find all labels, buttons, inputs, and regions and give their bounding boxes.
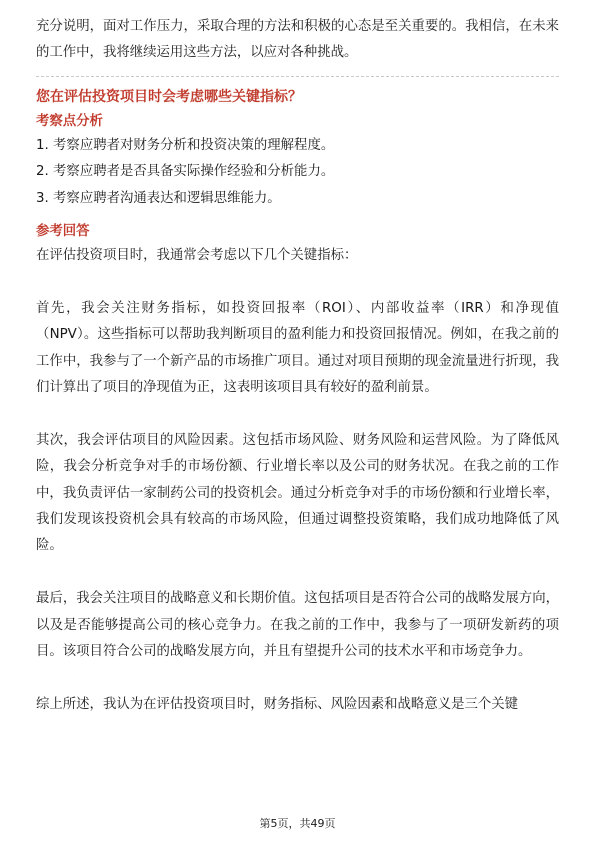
- answer-lead: 在评估投资项目时，我通常会考虑以下几个关键指标：: [36, 248, 358, 264]
- answer-paragraph-2: 其次，我会评估项目的风险因素。这包括市场风险、财务风险和运营风险。为了降低风险，我会分析竞争对手的市场份额、行业增长率以及公司的财务状况。在我之前的工作中，我负责评估一家制药公司的投资机会。通过分析竞争对手的市场份额和行业增长率，我们发现该投资机会具有较高的市场风险，但通过调整投资策略，我们成功地降低了风险。: [36, 432, 559, 554]
- section-divider: [36, 76, 559, 77]
- analysis-title: 考察点分析: [36, 113, 103, 129]
- paragraph-spacer: [36, 401, 559, 427]
- analysis-point: 2. 考察应聘者是否具备实际操作经验和分析能力。: [36, 164, 335, 180]
- analysis-point: 3. 考察应聘者沟通表达和逻辑思维能力。: [36, 190, 281, 206]
- paragraph-spacer: [36, 560, 559, 586]
- intro-paragraph: 充分说明，面对工作压力，采取合理的方法和积极的心态是至关重要的。我相信，在未来的工作中，我将继续运用这些方法，以应对各种挑战。: [36, 19, 559, 61]
- page-footer: 第5页，共49页: [259, 817, 336, 830]
- analysis-points: [36, 133, 559, 212]
- paragraph-spacer: [36, 665, 559, 691]
- document-page: [36, 14, 559, 718]
- answer-title: 参考回答: [36, 224, 90, 240]
- analysis-point: 1. 考察应聘者对财务分析和投资决策的理解程度。: [36, 137, 335, 153]
- answer-paragraph-1: 首先，我会关注财务指标，如投资回报率（ROI）、内部收益率（IRR）和净现值（NPV）。这些指标可以帮助我判断项目的盈利能力和投资回报情况。例如，在我之前的工作中，我参与了一个新产品的市场推广项目。通过对项目预期的现金流量进行折现，我们计算出了项目的净现值为正，这表明该项目具有较好的盈利前景。: [36, 300, 559, 396]
- answer-paragraph-3: 最后，我会关注项目的战略意义和长期价值。这包括项目是否符合公司的战略发展方向，以及是否能够提高公司的核心竞争力。在我之前的工作中，我参与了一项研发新药的项目。该项目符合公司的战略发展方向，并且有望提升公司的技术水平和市场竞争力。: [36, 591, 559, 660]
- answer-paragraph-4: 综上所述，我认为在评估投资项目时，财务指标、风险因素和战略意义是三个关键: [36, 696, 519, 712]
- question-heading: 您在评估投资项目时会考虑哪些关键指标？: [36, 88, 302, 105]
- paragraph-spacer: [36, 269, 559, 295]
